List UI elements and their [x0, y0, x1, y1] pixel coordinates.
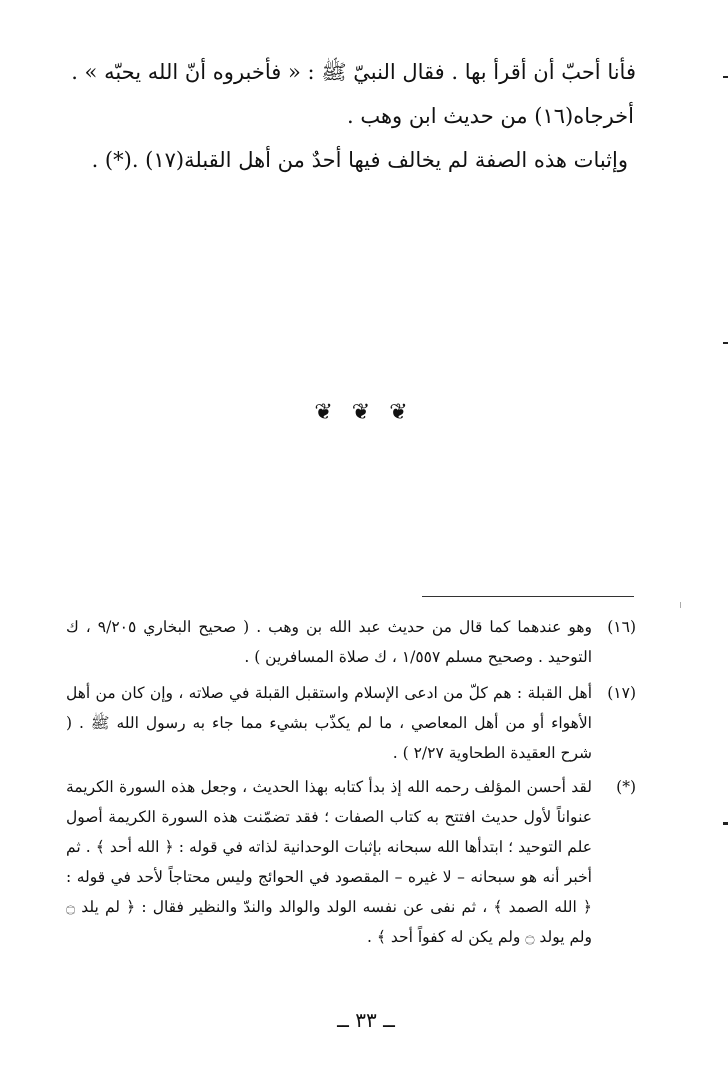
- main-text-line-1: فأنا أحبّ أن أقرأ بها . فقال النبيّ ﷺ : « فأخبروه أنّ الله يحبّه » .: [71, 60, 636, 84]
- footnote-text: أهل القبلة : هم كلّ من ادعى الإسلام واستقبل القبلة في صلاته ، وإن كان من أهل الأهواء أو من أهل المعاصي ، ما لم يكذّب بشيء مما جاء به رسول الله ﷺ . ( شرح العقيدة الطحاوية ٢/٢٧ ) .: [66, 684, 592, 762]
- page-number: ــ ٣٣ ــ: [337, 1008, 395, 1032]
- main-text-line-2: أخرجاه(١٦) من حديث ابن وهب .: [347, 104, 634, 128]
- footnote-text: لقد أحسن المؤلف رحمه الله إذ بدأ كتابه بهذا الحديث ، وجعل هذه السورة الكريمة عنواناً لأول حديث افتتح به كتاب الصفات ؛ فقد تضمّنت هذه السورة الكريمة أصول علم التوحيد ؛ ابتدأها الله سبحانه بإثبات الوحدانية لذاته في قوله : ﴿ الله أحد ﴾ . ثم أخبر أنه هو سبحانه – لا غيره – المقصود في الحوائج وليس محتاجاً لأحد في قوله : ﴿ الله الصمد ﴾ ، ثم نفى عن نفسه الولد والوالد والندّ والنظير فقال : ﴿ لم يلد ۝ ولم يولد ۝ ولم يكن له كفواً أحد ﴾ .: [66, 778, 592, 946]
- edge-mark: [723, 76, 728, 78]
- edge-mark: [723, 342, 728, 344]
- footnote-text: وهو عندهما كما قال من حديث عبد الله بن وهب . ( صحيح البخاري ٩/٢٠٥ ، ك التوحيد . وصحيح مسلم ١/٥٥٧ ، ك صلاة المسافرين ) .: [66, 618, 592, 666]
- main-text-line-3: وإثبات هذه الصفة لم يخالف فيها أحدٌ من أهل القبلة(١٧) .(*) .: [91, 148, 628, 172]
- footnote-editor-note: [66, 772, 636, 952]
- footnote-rule: [422, 596, 634, 597]
- footnote-marker: (*): [616, 778, 636, 796]
- footnote-marker: (١٦): [607, 618, 636, 636]
- scan-speck: [680, 602, 681, 608]
- ornament-separator: ❦ ❦ ❦: [314, 400, 414, 425]
- footnote-17: [66, 678, 636, 768]
- footnote-marker: (١٧): [607, 684, 636, 702]
- edge-mark: [723, 822, 728, 825]
- footnote-16: [66, 612, 636, 672]
